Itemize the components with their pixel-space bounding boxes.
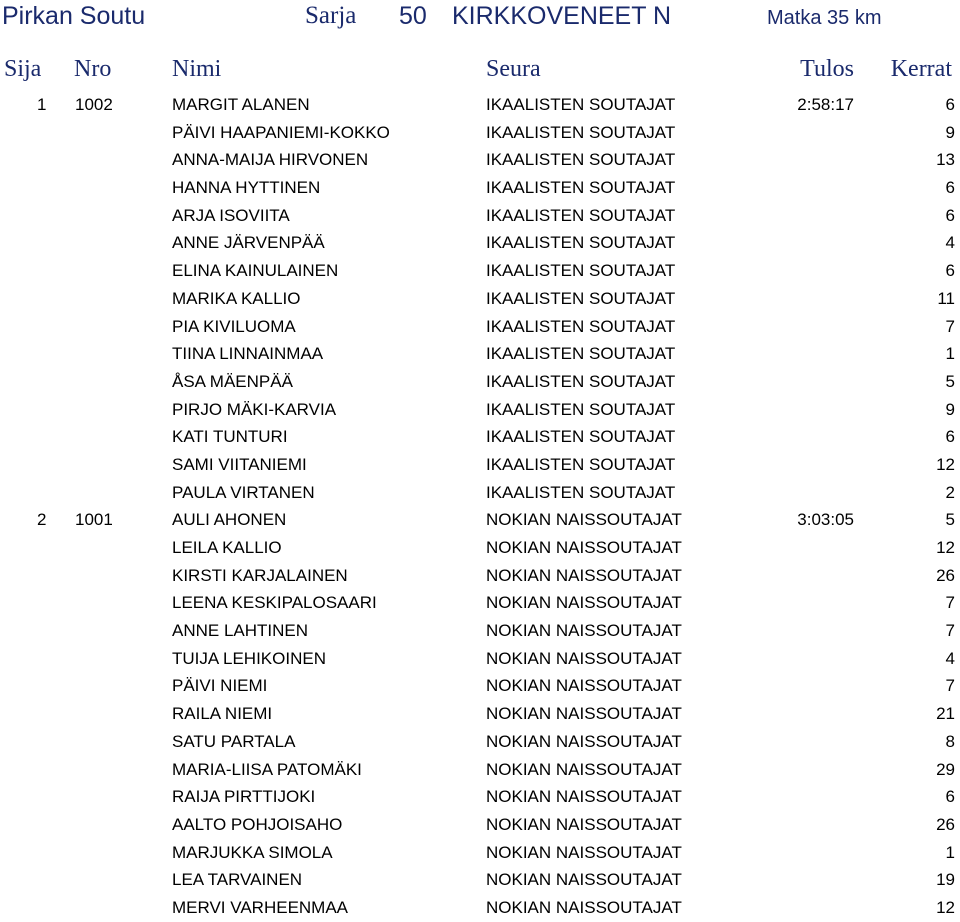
cell-seura: NOKIAN NAISSOUTAJAT — [486, 648, 682, 668]
cell-nimi: MARIA-LIISA PATOMÄKI — [172, 759, 362, 779]
table-row — [0, 285, 960, 313]
cell-seura: NOKIAN NAISSOUTAJAT — [486, 538, 682, 557]
table-row — [0, 700, 960, 728]
cell-kerrat: 12 — [936, 538, 955, 557]
cell-seura: NOKIAN NAISSOUTAJAT — [486, 510, 682, 530]
cell-seura: IKAALISTEN SOUTAJAT — [486, 482, 676, 502]
cell-seura: NOKIAN NAISSOUTAJAT — [486, 897, 682, 917]
table-row — [0, 589, 960, 617]
cell-kerrat: 7 — [945, 621, 955, 641]
column-header-seura: Seura — [486, 56, 541, 82]
cell-seura: NOKIAN NAISSOUTAJAT — [486, 759, 682, 779]
column-header-nro: Nro — [74, 56, 112, 82]
cell-kerrat: 26 — [936, 565, 955, 585]
table-row — [0, 866, 960, 894]
table-row — [0, 91, 960, 119]
cell-nimi: HANNA HYTTINEN — [172, 178, 321, 198]
cell-kerrat: 5 — [945, 510, 955, 530]
column-headers — [0, 52, 960, 86]
table-row — [0, 617, 960, 645]
results-table — [0, 91, 960, 922]
cell-seura: NOKIAN NAISSOUTAJAT — [486, 787, 682, 807]
table-row — [0, 257, 960, 285]
cell-seura: IKAALISTEN SOUTAJAT — [486, 454, 676, 474]
cell-nro: 1002 — [75, 95, 113, 114]
cell-nimi: PAULA VIRTANEN — [172, 482, 315, 502]
cell-seura: IKAALISTEN SOUTAJAT — [486, 316, 676, 336]
cell-kerrat: 6 — [945, 427, 955, 447]
table-row — [0, 396, 960, 424]
sarja-name: KIRKKOVENEET N — [452, 2, 672, 30]
cell-kerrat: 1 — [945, 842, 955, 862]
cell-nimi: AALTO POHJOISAHO — [172, 814, 343, 834]
cell-tulos: 3:03:05 — [797, 510, 854, 530]
cell-kerrat: 6 — [945, 95, 955, 114]
column-header-sija: Sija — [4, 56, 42, 82]
cell-kerrat: 7 — [945, 593, 955, 613]
table-row — [0, 174, 960, 202]
cell-seura: NOKIAN NAISSOUTAJAT — [486, 593, 682, 613]
cell-seura: IKAALISTEN SOUTAJAT — [486, 205, 676, 225]
cell-nimi: MARIKA KALLIO — [172, 288, 301, 308]
cell-nro: 1001 — [75, 510, 113, 530]
cell-seura: IKAALISTEN SOUTAJAT — [486, 150, 676, 170]
cell-nimi: LEA TARVAINEN — [172, 870, 303, 890]
cell-nimi: MARJUKKA SIMOLA — [172, 842, 333, 862]
column-header-tulos: Tulos — [800, 56, 854, 82]
cell-seura: NOKIAN NAISSOUTAJAT — [486, 704, 682, 724]
table-row — [0, 146, 960, 174]
cell-kerrat: 11 — [937, 288, 955, 308]
cell-kerrat: 9 — [945, 399, 955, 419]
cell-seura: IKAALISTEN SOUTAJAT — [486, 261, 676, 281]
table-row — [0, 839, 960, 867]
cell-kerrat: 12 — [936, 897, 955, 917]
page-header — [0, 0, 960, 34]
cell-nimi: PIA KIVILUOMA — [172, 316, 296, 336]
table-row — [0, 756, 960, 784]
cell-nimi: ANNE JÄRVENPÄÄ — [172, 233, 325, 253]
cell-kerrat: 19 — [936, 870, 955, 890]
cell-seura: IKAALISTEN SOUTAJAT — [486, 178, 676, 198]
cell-seura: NOKIAN NAISSOUTAJAT — [486, 676, 682, 696]
cell-kerrat: 29 — [936, 759, 955, 779]
cell-kerrat: 4 — [945, 648, 955, 668]
cell-kerrat: 5 — [945, 371, 955, 391]
cell-kerrat: 12 — [936, 454, 955, 474]
cell-seura: IKAALISTEN SOUTAJAT — [486, 288, 676, 308]
cell-kerrat: 2 — [945, 482, 955, 502]
cell-tulos: 2:58:17 — [797, 95, 854, 114]
cell-nimi: PÄIVI HAAPANIEMI-KOKKO — [172, 122, 390, 142]
cell-nimi: MARGIT ALANEN — [172, 95, 310, 114]
table-row — [0, 728, 960, 756]
table-row — [0, 534, 960, 562]
cell-seura: IKAALISTEN SOUTAJAT — [486, 427, 676, 447]
cell-kerrat: 4 — [945, 233, 955, 253]
cell-seura: IKAALISTEN SOUTAJAT — [486, 344, 676, 364]
table-row — [0, 451, 960, 479]
cell-seura: NOKIAN NAISSOUTAJAT — [486, 814, 682, 834]
cell-seura: NOKIAN NAISSOUTAJAT — [486, 565, 682, 585]
cell-seura: NOKIAN NAISSOUTAJAT — [486, 731, 682, 751]
cell-nimi: ANNE LAHTINEN — [172, 621, 309, 641]
table-row — [0, 645, 960, 673]
cell-seura: IKAALISTEN SOUTAJAT — [486, 95, 676, 114]
cell-kerrat: 6 — [945, 205, 955, 225]
cell-nimi: AULI AHONEN — [172, 510, 287, 530]
table-row — [0, 672, 960, 700]
sarja-label: Sarja — [305, 2, 357, 29]
cell-kerrat: 6 — [945, 261, 955, 281]
cell-sija: 1 — [37, 95, 47, 114]
cell-nimi: ARJA ISOVIITA — [172, 205, 290, 225]
table-row — [0, 783, 960, 811]
table-row — [0, 479, 960, 507]
cell-nimi: RAIJA PIRTTIJOKI — [172, 787, 316, 807]
cell-kerrat: 13 — [936, 150, 955, 170]
sarja-number: 50 — [399, 2, 427, 30]
page-title: Pirkan Soutu — [2, 2, 146, 30]
cell-nimi: ELINA KAINULAINEN — [172, 261, 339, 281]
table-row — [0, 340, 960, 368]
cell-kerrat: 8 — [945, 731, 955, 751]
cell-nimi: LEENA KESKIPALOSAARI — [172, 593, 377, 613]
cell-seura: NOKIAN NAISSOUTAJAT — [486, 621, 682, 641]
table-row — [0, 423, 960, 451]
table-row — [0, 562, 960, 590]
cell-nimi: ANNA-MAIJA HIRVONEN — [172, 150, 369, 170]
cell-seura: NOKIAN NAISSOUTAJAT — [486, 842, 682, 862]
cell-nimi: SATU PARTALA — [172, 731, 296, 751]
cell-sija: 2 — [37, 510, 47, 530]
cell-kerrat: 6 — [945, 787, 955, 807]
cell-nimi: MERVI VARHEENMAA — [172, 897, 349, 917]
table-row — [0, 811, 960, 839]
cell-nimi: TIINA LINNAINMAA — [172, 344, 324, 364]
cell-kerrat: 21 — [936, 704, 955, 724]
cell-nimi: KATI TUNTURI — [172, 427, 288, 447]
cell-seura: IKAALISTEN SOUTAJAT — [486, 233, 676, 253]
cell-kerrat: 1 — [945, 344, 955, 364]
cell-kerrat: 9 — [945, 122, 955, 142]
cell-seura: IKAALISTEN SOUTAJAT — [486, 371, 676, 391]
cell-kerrat: 7 — [945, 676, 955, 696]
table-row — [0, 894, 960, 922]
table-row — [0, 119, 960, 147]
column-header-kerrat: Kerrat — [890, 56, 952, 82]
cell-nimi: KIRSTI KARJALAINEN — [172, 565, 348, 585]
cell-seura: IKAALISTEN SOUTAJAT — [486, 399, 676, 419]
table-row — [0, 368, 960, 396]
cell-nimi: LEILA KALLIO — [172, 538, 282, 557]
cell-kerrat: 7 — [945, 316, 955, 336]
cell-kerrat: 6 — [945, 178, 955, 198]
cell-nimi: PÄIVI NIEMI — [172, 676, 268, 696]
cell-kerrat: 26 — [936, 814, 955, 834]
table-row — [0, 229, 960, 257]
cell-seura: IKAALISTEN SOUTAJAT — [486, 122, 676, 142]
cell-seura: NOKIAN NAISSOUTAJAT — [486, 870, 682, 890]
cell-nimi: PIRJO MÄKI-KARVIA — [172, 399, 337, 419]
cell-nimi: SAMI VIITANIEMI — [172, 454, 307, 474]
cell-nimi: RAILA NIEMI — [172, 704, 273, 724]
distance-label: Matka 35 km — [767, 7, 882, 29]
cell-nimi: TUIJA LEHIKOINEN — [172, 648, 326, 668]
table-row — [0, 202, 960, 230]
table-row — [0, 313, 960, 341]
table-row — [0, 506, 960, 534]
column-header-nimi: Nimi — [172, 56, 222, 82]
cell-nimi: ÅSA MÄENPÄÄ — [172, 371, 293, 391]
